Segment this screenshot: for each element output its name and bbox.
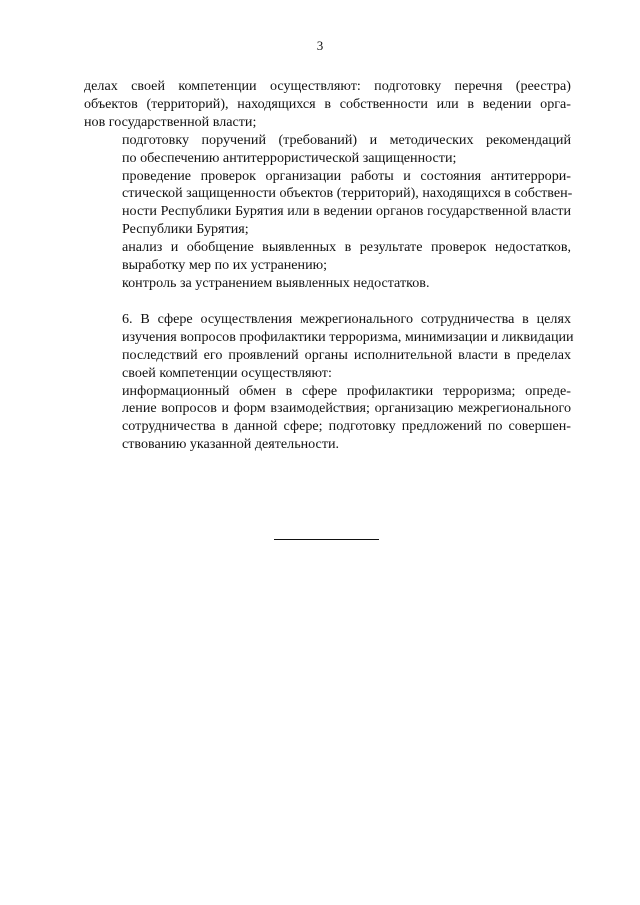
paragraph-p1: [84, 78, 571, 132]
paragraph-p6: [84, 310, 574, 383]
paragraph-spacer: [84, 293, 571, 311]
paragraph-p2: [84, 132, 571, 168]
text-line: контроль за устранением выявленных недостатков.: [122, 274, 430, 291]
text-line: последствий его проявлений органы исполнительной власти в пределах: [122, 346, 571, 363]
text-line: по обеспечению антитеррористической защищенности;: [122, 149, 457, 166]
text-line: сотрудничества в данной сфере; подготовку предложений по совершен-: [122, 418, 571, 435]
paragraph-p3: [84, 168, 571, 240]
text-line: объектов (территорий), находящихся в собственности или в ведении орга-: [84, 95, 571, 112]
text-line: ление вопросов и форм взаимодействия; организацию межрегионального: [122, 400, 571, 417]
paragraph-p5: [84, 275, 571, 293]
document-body: [84, 78, 574, 454]
text-line: выработку мер по их устранению;: [122, 257, 328, 274]
text-line: информационный обмен в сфере профилактики терроризма; опреде-: [122, 382, 571, 399]
text-line: делах своей компетенции осуществляют: подготовку перечня (реестра): [84, 78, 571, 94]
text-line: изучения вопросов профилактики терроризма, минимизации и ликвидации: [122, 328, 574, 345]
text-line: 6. В сфере осуществления межрегионального сотрудничества в целях: [122, 310, 571, 327]
text-line: стической защищенности объектов (территорий), находящихся в собствен-: [122, 185, 573, 202]
text-line: анализ и обобщение выявленных в результате проверок недостатков,: [122, 239, 571, 256]
text-line: ности Республики Бурятия или в ведении органов государственной власти: [122, 203, 571, 220]
closing-divider-line: [274, 539, 379, 540]
text-line: подготовку поручений (требований) и методических рекомендаций: [122, 131, 571, 148]
paragraph-p4: [84, 239, 571, 275]
paragraph-p7: [84, 383, 571, 455]
text-line: нов государственной власти;: [84, 113, 257, 130]
text-line: своей компетенции осуществляют:: [122, 364, 332, 381]
text-line: проведение проверок организации работы и состояния антитеррори-: [122, 167, 571, 184]
page-number: 3: [316, 38, 324, 53]
text-line: ствованию указанной деятельности.: [122, 436, 340, 453]
text-line: Республики Бурятия;: [122, 221, 249, 238]
